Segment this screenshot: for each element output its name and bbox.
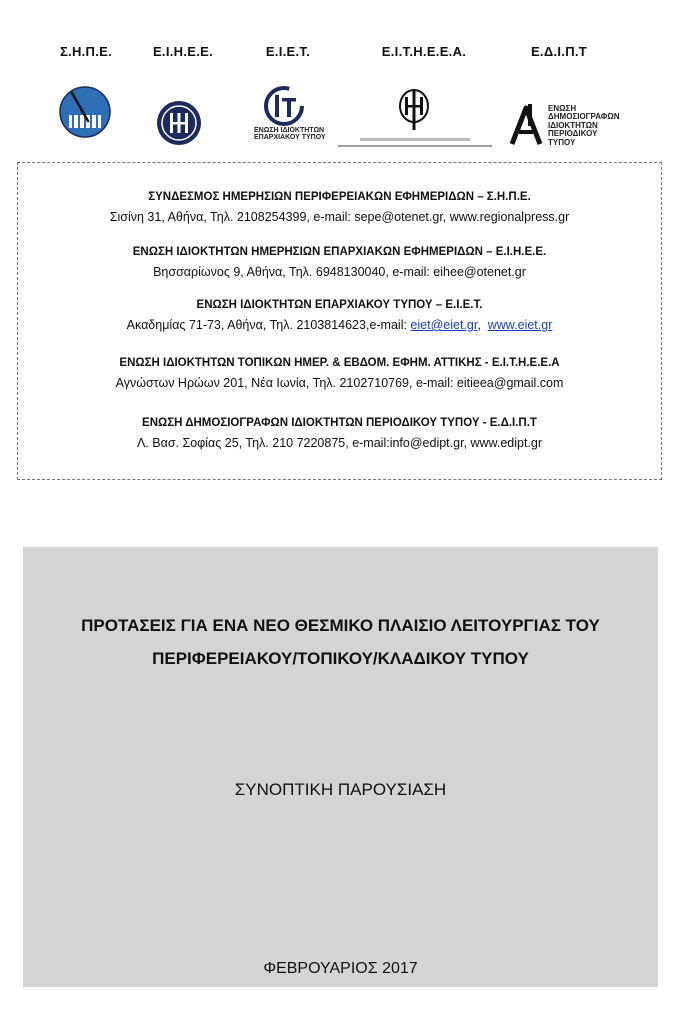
eihee-logo xyxy=(156,100,202,146)
edipt-line1: ΕΝΩΣΗ xyxy=(548,104,577,113)
eitheea-logo-rule xyxy=(338,136,492,148)
org-eiet xyxy=(18,298,661,333)
sipe-logo xyxy=(58,85,112,139)
org-name: ΕΝΩΣΗ ΙΔΙΟΚΤΗΤΩΝ ΗΜΕΡΗΣΙΩΝ ΕΠΑΡΧΙΑΚΩΝ ΕΦΗΜΕΡΙΔΩΝ – Ε.Ι.Η.Ε.Ε. xyxy=(132,246,547,258)
eiet-logo xyxy=(262,86,306,126)
organizations-box xyxy=(17,162,662,480)
abbr-eihee: Ε.Ι.Η.Ε.Ε. xyxy=(152,44,214,59)
document-subtitle: ΣΥΝΟΠΤΙΚΗ ΠΑΡΟΥΣΙΑΣΗ xyxy=(234,780,447,799)
cover-panel xyxy=(23,547,658,987)
edipt-line2: ΔΗΜΟΣΙΟΓΡΑΦΩΝ xyxy=(548,112,620,122)
eiet-caption-line1: ΕΝΩΣΗ ΙΔΙΟΚΤΗΤΩΝ xyxy=(254,127,325,134)
abbr-eitheea: Ε.Ι.Τ.Η.Ε.Ε.Α. xyxy=(381,44,467,59)
edipt-logo-text xyxy=(548,105,620,147)
edipt-logo xyxy=(508,102,544,146)
org-name: ΕΝΩΣΗ ΙΔΙΟΚΤΗΤΩΝ ΤΟΠΙΚΩΝ ΗΜΕΡ. & ΕΒΔΟΜ. ΕΦΗΜ. ΑΤΤΙΚΗΣ - Ε.Ι.Τ.Η.Ε.Ε.Α xyxy=(119,357,560,369)
org-name: ΣΥΝΔΕΣΜΟΣ ΗΜΕΡΗΣΙΩΝ ΠΕΡΙΦΕΡΕΙΑΚΩΝ ΕΦΗΜΕΡΙΔΩΝ – Σ.Η.Π.Ε. xyxy=(148,191,531,203)
org-contact-prefix: Ακαδημίας 71-73, Αθήνα, Τηλ. 2103814623,e-mail: xyxy=(126,318,411,332)
org-contact xyxy=(18,317,661,333)
org-contact: Βησσαρίωνος 9, Αθήνα, Τηλ. 6948130040, e-mail: eihee@otenet.gr xyxy=(153,265,526,279)
org-contact: Αγνώστων Ηρώων 201, Νέα Ιωνία, Τηλ. 2102710769, e-mail: eitieea@gmail.com xyxy=(115,376,564,390)
edipt-line4: ΠΕΡΙΟΔΙΚΟΥ xyxy=(548,129,598,139)
abbr-sipe: Σ.Η.Π.Ε. xyxy=(59,44,113,59)
eitheea-logo xyxy=(397,88,431,132)
org-contact: Λ. Βασ. Σοφίας 25, Τηλ. 210 7220875, e-mail:info@edipt.gr, www.edipt.gr xyxy=(136,436,543,450)
org-sipe xyxy=(18,190,661,225)
eiet-caption-line2: ΕΠΑΡΧΙΑΚΟΥ ΤΥΠΟΥ xyxy=(254,134,326,142)
document-title-line2: ΠΕΡΙΦΕΡΕΙΑΚΟΥ/ΤΟΠΙΚΟΥ/ΚΛΑΔΙΚΟΥ ΤΥΠΟΥ xyxy=(152,649,529,668)
org-eihee xyxy=(18,245,661,280)
org-name: ΕΝΩΣΗ ΔΗΜΟΣΙΟΓΡΑΦΩΝ ΙΔΙΟΚΤΗΤΩΝ ΠΕΡΙΟΔΙΚΟΥ ΤΥΠΟΥ - Ε.Δ.Ι.Π.Τ xyxy=(142,417,537,429)
link-separator: , xyxy=(477,318,488,332)
eiet-website-link[interactable]: www.eiet.gr xyxy=(487,318,553,332)
org-edipt xyxy=(18,416,661,451)
org-eitheea xyxy=(18,356,661,391)
document-date: ΦΕΒΡΟΥΑΡΙΟΣ 2017 xyxy=(263,960,418,977)
document-title-line1: ΠΡΟΤΑΣΕΙΣ ΓΙΑ ΕΝΑ ΝΕΟ ΘΕΣΜΙΚΟ ΠΛΑΙΣΙΟ ΛΕΙΤΟΥΡΓΙΑΣ ΤΟΥ xyxy=(81,616,600,635)
eiet-logo-caption xyxy=(254,127,326,142)
edipt-line5: ΤΥΠΟΥ xyxy=(548,137,576,147)
abbr-edipt: Ε.Δ.Ι.Π.Τ xyxy=(530,44,588,59)
eiet-email-link[interactable]: eiet@eiet.gr xyxy=(410,318,478,332)
abbr-eiet: Ε.Ι.Ε.Τ. xyxy=(265,44,311,59)
edipt-line3: ΙΔΙΟΚΤΗΤΩΝ xyxy=(548,120,598,130)
org-name: ΕΝΩΣΗ ΙΔΙΟΚΤΗΤΩΝ ΕΠΑΡΧΙΑΚΟΥ ΤΥΠΟΥ – Ε.Ι.Ε.Τ. xyxy=(196,299,483,311)
org-contact: Σισίνη 31, Αθήνα, Τηλ. 2108254399, e-mail: sepe@otenet.gr, www.regionalpress.gr xyxy=(109,210,570,224)
document-title xyxy=(23,609,658,675)
